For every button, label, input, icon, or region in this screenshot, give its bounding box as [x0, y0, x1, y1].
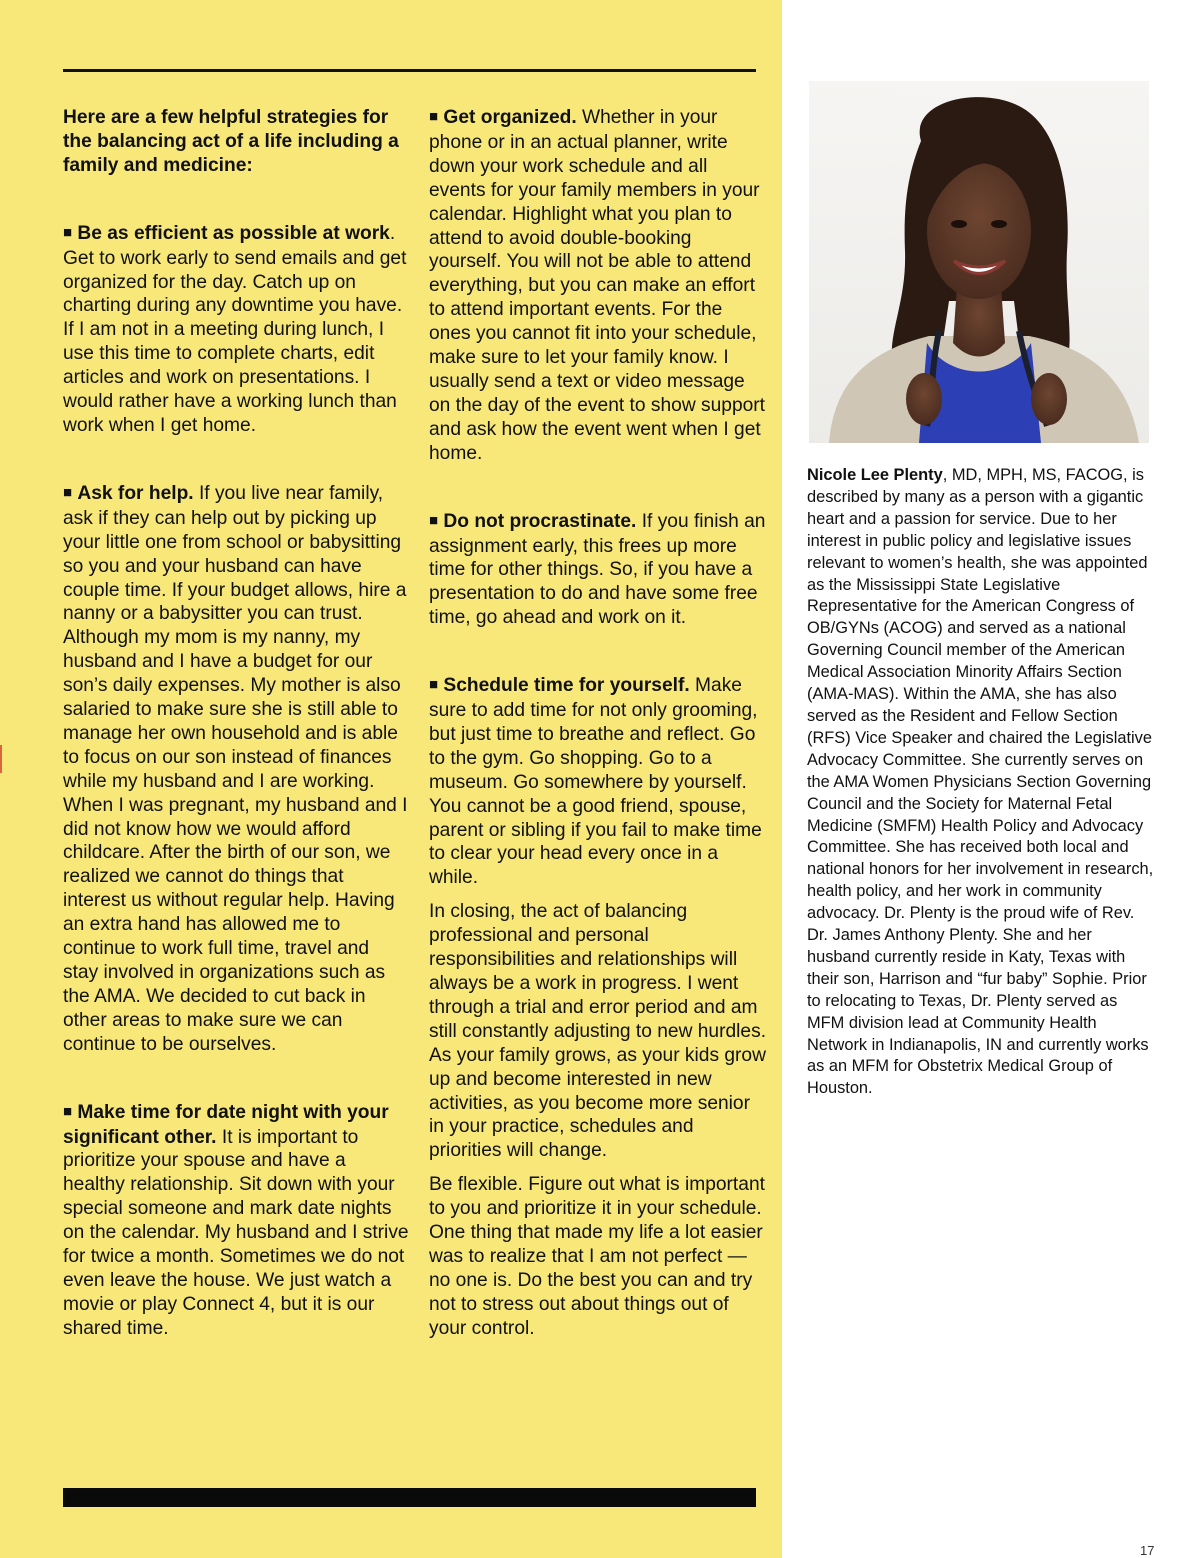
square-bullet-icon: ■ [63, 223, 73, 241]
top-rule [63, 69, 756, 72]
tip-lead: Be as efficient as possible at work [77, 222, 390, 244]
square-bullet-icon: ■ [63, 483, 73, 501]
author-name: Nicole Lee Plenty [807, 466, 943, 484]
article-intro: Here are a few helpful strategies for the balancing act of a life including a family and medicine: [63, 107, 399, 176]
tip-lead: Get organized. [443, 107, 577, 128]
closing-paragraph: In closing, the act of balancing professional and personal responsibilities and relationships will always be a work in progress. I went through a trial and error period and am still constantly adjusting to new hurdles. As your family grows, as your kids grow up and become interested in new activities, as you become more senior in your practice, schedules and priorities will change. [429, 901, 767, 1162]
tip-text: Make sure to add time for not only grooming, but just time to breathe and reflect. Go to the gym. Go shopping. Go to a museum. Go somewhere by yourself. You cannot be a good friend, spouse, parent or sibling if you fail to make time to clear your head every once in a while. [429, 675, 762, 889]
tip-lead: Do not procrastinate. [443, 510, 637, 532]
bottom-bar [63, 1488, 756, 1507]
tip-ask-for-help [63, 482, 409, 1057]
author-bio [807, 465, 1155, 1100]
closing-paragraph: Be flexible. Figure out what is important to you and prioritize it in your schedule. One thing that made my life a lot easier was to realize that I am not perfect — no one is. Do the best you can and try not to stress out about things out of your control. [429, 1174, 765, 1339]
tip-text: If you live near family, ask if they can help out by picking up your little one from school or babysitting so you and your husband can have couple time. If your budget allows, hire a nanny or a babysitter you can trust. Although my mom is my nanny, my husband and I have a budget for our son’s daily expenses. My mother is also salaried to make sure she is still able to manage her own household and is able to focus on our son instead of finances while my husband and I are working. When I was pregnant, my husband and I did not know how we would afford childcare. After the birth of our son, we realized we cannot do things that interest us without regular help. Having an extra hand has allowed me to continue to work full time, travel and stay involved in organizations such as the AMA. We decided to cut back in other areas to make sure we can continue to be ourselves. [63, 482, 408, 1055]
tip-lead: Ask for help. [77, 482, 194, 504]
author-bio-text: , MD, MPH, MS, FACOG, is described by many as a person with a gigantic heart and a passion for service. Due to her interest in public policy and legislative issues relevant to women’s health, she was appointed as the Mississippi State Legislative Representative for the American Congress of OB/GYNs (ACOG) and served as a national Governing Council member of the American Medical Association Minority Affairs Section (AMA-MAS). Within the AMA, she has also served as the Resident and Fellow Section (RFS) Vice Speaker and chaired the Legislative Advocacy Committee. She currently serves on the AMA Women Physicians Section Governing Council and the Society for Maternal Fetal Medicine (SMFM) Health Policy and Advocacy Committee. She has received both local and national honors for her involvement in research, health policy, and her work in community advocacy. Dr. Plenty is the proud wife of Rev. Dr. James Anthony Plenty. She and her husband currently reside in Katy, Texas with their son, Harrison and “fur baby” Sophie. Prior to relocating to Texas, Dr. Plenty served as MFM division lead at Community Health Network in Indianapolis, IN and currently works as an MFM for Obstetrix Medical Group of Houston. [807, 466, 1154, 1098]
article-column-2 [429, 106, 769, 1341]
page-edge-mark [0, 745, 2, 773]
square-bullet-icon: ■ [429, 108, 439, 125]
square-bullet-icon: ■ [429, 676, 439, 694]
square-bullet-icon: ■ [429, 511, 439, 529]
tip-date-night [63, 1101, 409, 1341]
tip-get-organized [429, 106, 769, 466]
portrait-illustration [809, 81, 1149, 443]
article-column-1 [63, 106, 409, 1341]
tip-do-not-procrastinate [429, 510, 769, 631]
tip-lead: Make time for date night with your significant other. [63, 1101, 389, 1148]
tip-text: . Get to work early to send emails and get organized for the day. Catch up on charting during any downtime you have. If I am not in a meeting during lunch, I use this time to complete charts, edit articles and work on presentations. I would rather have a working lunch than work when I get home. [63, 222, 407, 436]
tip-schedule-time [429, 674, 769, 890]
tip-lead: Schedule time for yourself. [443, 675, 690, 697]
tip-text: If you finish an assignment early, this frees up more time for other things. So, if you have a presentation to do and have some free time, go ahead and work on it. [429, 510, 766, 629]
author-portrait-photo [809, 81, 1149, 443]
page-number: 17 [1140, 1543, 1155, 1558]
tip-text: Whether in your phone or in an actual planner, write down your work schedule and all events for your family members in your calendar. Highlight what you plan to attend to avoid double-booking yourself. You will not be able to attend everything, but you can make an effort to attend important events. For the ones you cannot fit into your schedule, make sure to let your family know. I usually send a text or video message on the day of the event to show support and ask how the event went when I get home. [429, 107, 766, 464]
tip-efficient [63, 222, 409, 438]
tip-text: It is important to prioritize your spouse and have a healthy relationship. Sit down with your special someone and mark date nights on the calendar. My husband and I strive for twice a month. Sometimes we do not even leave the house. We just watch a movie or play Connect 4, but it is our shared time. [63, 1126, 409, 1339]
square-bullet-icon: ■ [63, 1102, 73, 1120]
